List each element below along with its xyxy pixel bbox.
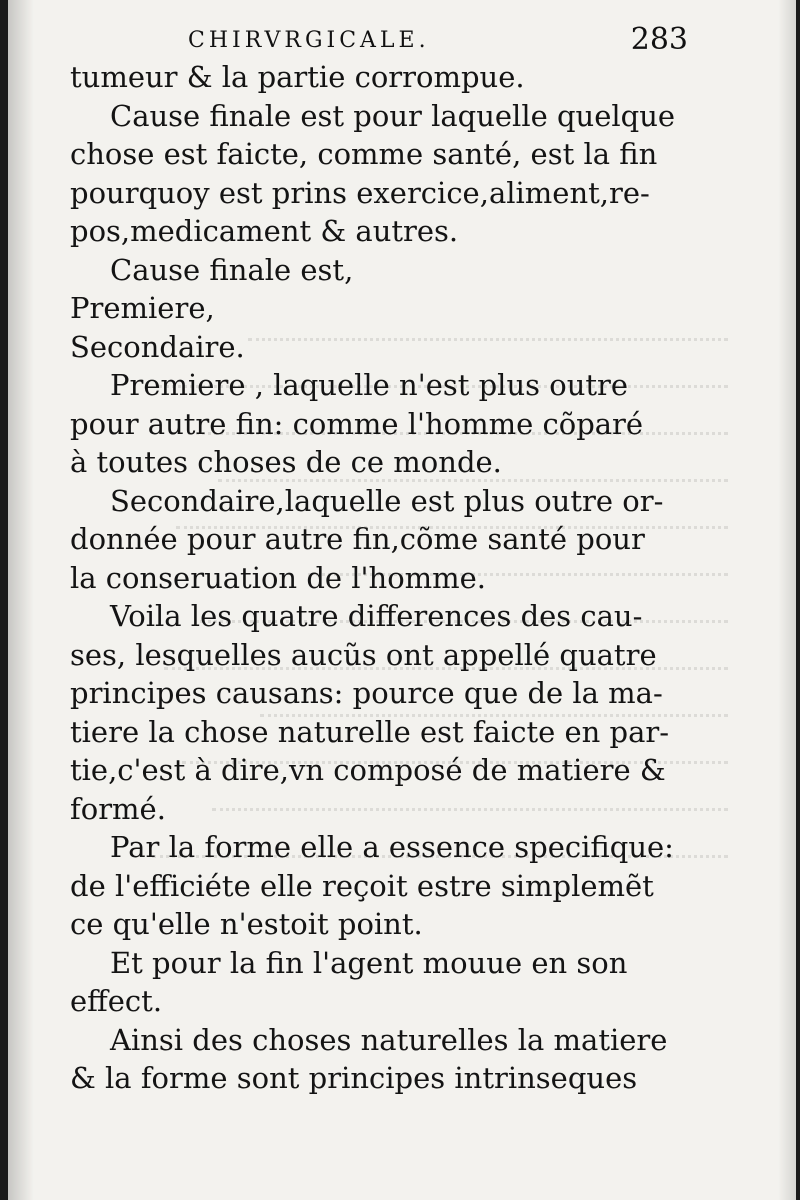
page-header <box>188 22 688 62</box>
running-head: CHIRVRGICALE. <box>188 28 430 53</box>
text-line: pos,medicament & autres. <box>70 214 459 248</box>
text-line: Premiere , laquelle n'est plus outre <box>110 368 629 402</box>
text-line: principes causans: pource que de la ma- <box>70 676 663 710</box>
text-line: ce qu'elle n'estoit point. <box>70 907 423 941</box>
text-line: chose est faicte, comme santé, est la fin <box>70 137 658 171</box>
text-line: & la forme sont principes intrinseques <box>70 1061 638 1095</box>
text-line: Cause finale est, <box>110 252 354 287</box>
text-line: Cause finale est pour laquelle quelque <box>110 98 676 133</box>
text-line: de l'efficiéte elle reçoit estre simplemẽt <box>70 868 654 903</box>
text-line: pour autre fin: comme l'homme cõparé <box>70 406 644 441</box>
text-line: ses, lesquelles aucũs ont appellé quatre <box>70 637 657 672</box>
text-line: effect. <box>70 984 163 1018</box>
text-line: la conseruation de l'homme. <box>70 560 487 595</box>
book-page <box>8 0 796 1200</box>
text-line: Premiere, <box>70 291 215 325</box>
text-line: Secondaire,laquelle est plus outre or- <box>110 483 664 518</box>
text-line: Ainsi des choses naturelles la matiere <box>110 1022 668 1057</box>
text-line: Et pour la fin l'agent mouue en son <box>110 945 628 980</box>
text-line: tiere la chose naturelle est faicte en par- <box>70 714 670 749</box>
text-line: tie,c'est à dire,vn composé de matiere & <box>70 753 666 787</box>
text-line: pourquoy est prins exercice,aliment,re- <box>70 175 650 210</box>
text-line: Voila les quatre differences des cau- <box>110 599 643 633</box>
text-line: à toutes choses de ce monde. <box>70 445 502 479</box>
page-number: 283 <box>630 22 688 57</box>
body-text <box>70 58 710 1098</box>
text-line: donnée pour autre fin,cõme santé pour <box>70 522 645 556</box>
text-line: Secondaire. <box>70 329 245 364</box>
text-line: Par la forme elle a essence specifique: <box>110 830 674 864</box>
text-line: tumeur & la partie corrompue. <box>70 60 525 94</box>
text-line: formé. <box>70 791 166 826</box>
